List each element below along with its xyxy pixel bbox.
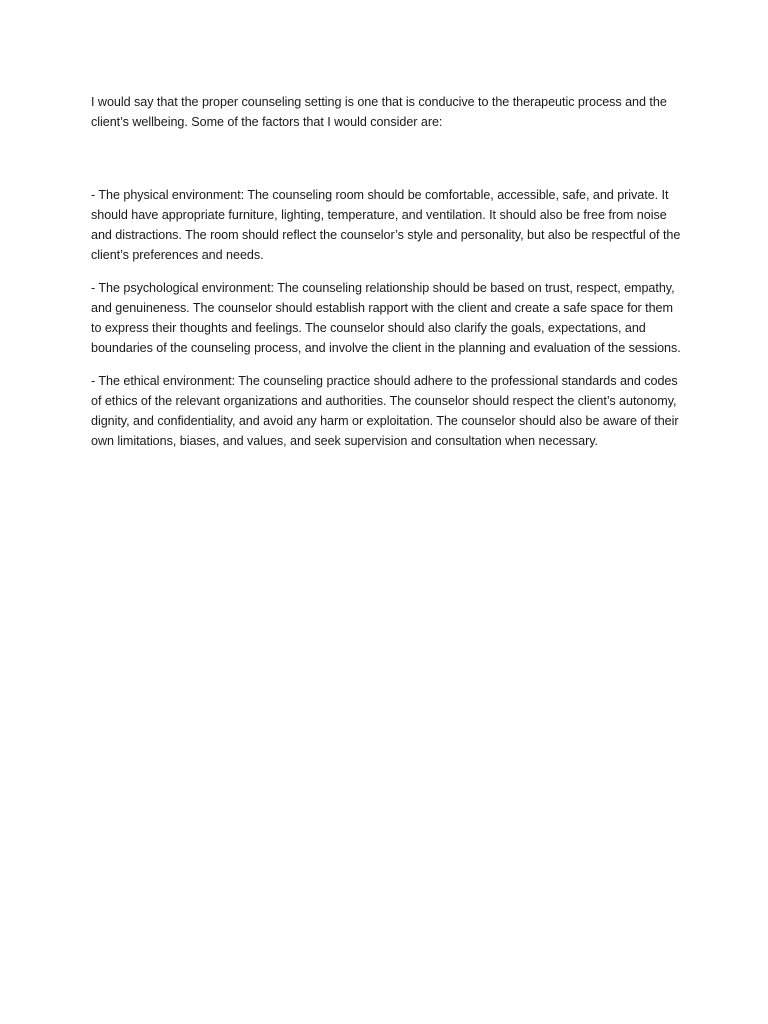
ethical-environment-paragraph: - The ethical environment: The counseling practice should adhere to the professional standards and codes of ethics of the relevant organizations and authorities. The counselor should respect the client’s autonomy, dignity, and confidentiality, and avoid any harm or exploitation. The counselor should also be aware of their own limitations, biases, and values, and seek supervision and consultation when necessary. <box>91 374 679 448</box>
intro-paragraph: I would say that the proper counseling setting is one that is conducive to the therapeutic process and the client’s wellbeing. Some of the factors that I would consider are: <box>91 95 667 129</box>
physical-environment-paragraph: - The physical environment: The counseling room should be comfortable, accessible, safe, and private. It should have appropriate furniture, lighting, temperature, and ventilation. It should also be free from noise and distractions. The room should reflect the counselor’s style and personality, but also be respectful of the client’s preferences and needs. <box>91 188 681 262</box>
document-body <box>91 92 685 464</box>
psychological-environment-paragraph: - The psychological environment: The counseling relationship should be based on trust, respect, empathy, and genuineness. The counselor should establish rapport with the client and create a safe space for them to express their thoughts and feelings. The counselor should also clarify the goals, expectations, and boundaries of the counseling process, and involve the client in the planning and evaluation of the sessions. <box>91 281 681 355</box>
